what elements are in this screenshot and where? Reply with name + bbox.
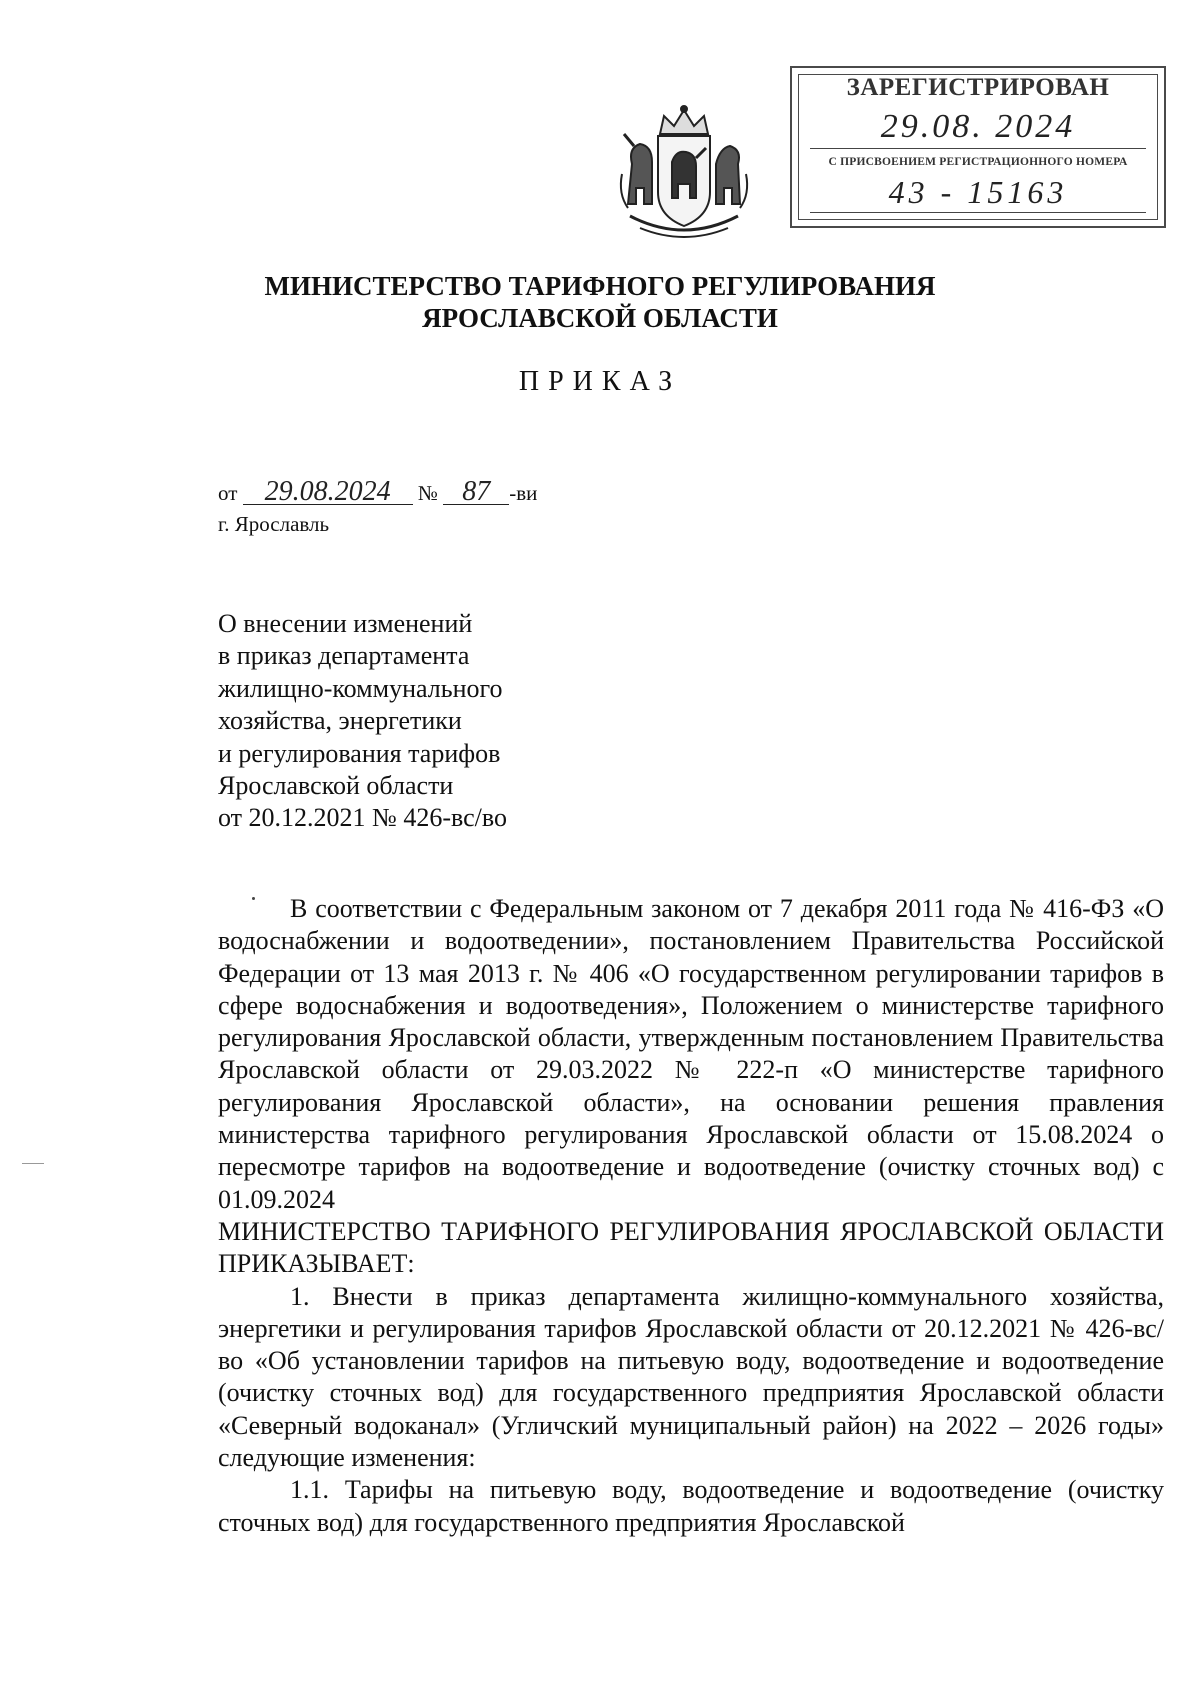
subject-line: от 20.12.2021 № 426-вс/во [218,803,507,833]
stamp-registration-number: 43 - 15163 [810,174,1146,213]
body-item-1: 1. Внести в приказ департамента жилищно-коммунального хозяйства, энергетики и регулирования тарифов Ярославской области от 20.12.2021 № 426-вс/во «Об установлении тарифов на питьевую воду, водоотведение и водоотведение (очистку сточных вод) для государственного предприятия Ярославской области «Северный водоканал» (Угличский муниципальный район) на 2022 – 2026 годы» следующие изменения: [218,1281,1164,1473]
coat-of-arms-icon [616,104,752,246]
subject-line: хозяйства, энергетики [218,706,462,736]
order-body [218,893,1164,1539]
order-number-sign: № [417,481,438,505]
body-preamble: В соответствии с Федеральным законом от 7 декабря 2011 года № 416-ФЗ «О водоснабжении и водоотведении», постановлением Правительства Российской Федерации от 13 мая 2013 г. № 406 «О государственном регулировании тарифов в сфере водоснабжения и водоотведения», Положением о министерстве тарифного регулирования Ярославской области, утвержденным постановлением Правительства Ярославской области от 29.03.2022 № 222-п «О министерстве тарифного регулирования Ярославской области», на основании решения правления министерства тарифного регулирования Ярославской области от 15.08.2024 о пересмотре тарифов на водоотведение и водоотведение (очистку сточных вод) с 01.09.2024 [218,894,1164,1214]
subject-line: жилищно-коммунального [218,673,503,703]
order-number: 87 [443,480,509,505]
ministry-name-line2: ЯРОСЛАВСКОЙ ОБЛАСТИ [422,303,778,333]
stamp-caption: С ПРИСВОЕНИЕМ РЕГИСТРАЦИОННОГО НОМЕРА [828,156,1128,168]
registration-stamp [790,66,1166,228]
subject-line: и регулирования тарифов [218,738,501,768]
order-number-suffix: -ви [509,481,538,505]
subject-line: в приказ департамента [218,641,470,671]
ministry-name-line1: МИНИСТЕРСТВО ТАРИФНОГО РЕГУЛИРОВАНИЯ [264,271,936,301]
order-subject [218,608,507,835]
order-date: 29.08.2024 [243,480,413,505]
stamp-title: ЗАРЕГИСТРИРОВАН [846,74,1110,101]
order-from-prefix: от [218,481,238,505]
order-date-number-line [218,476,538,507]
order-city: г. Ярославль [218,512,330,536]
stamp-date: 29.08. 2024 [810,108,1146,149]
margin-mark [22,1163,44,1164]
body-orders-heading: МИНИСТЕРСТВО ТАРИФНОГО РЕГУЛИРОВАНИЯ ЯРОСЛАВСКОЙ ОБЛАСТИ ПРИКАЗЫВАЕТ: [218,1216,1164,1279]
subject-line: Ярославской области [218,771,454,801]
subject-line: О внесении изменений [218,609,473,638]
body-item-1-1: 1.1. Тарифы на питьевую воду, водоотведение и водоотведение (очистку сточных вод) для государственного предприятия Ярославской [218,1475,1164,1537]
ministry-name [0,270,1200,334]
document-type-title: ПРИКАЗ [518,366,682,397]
